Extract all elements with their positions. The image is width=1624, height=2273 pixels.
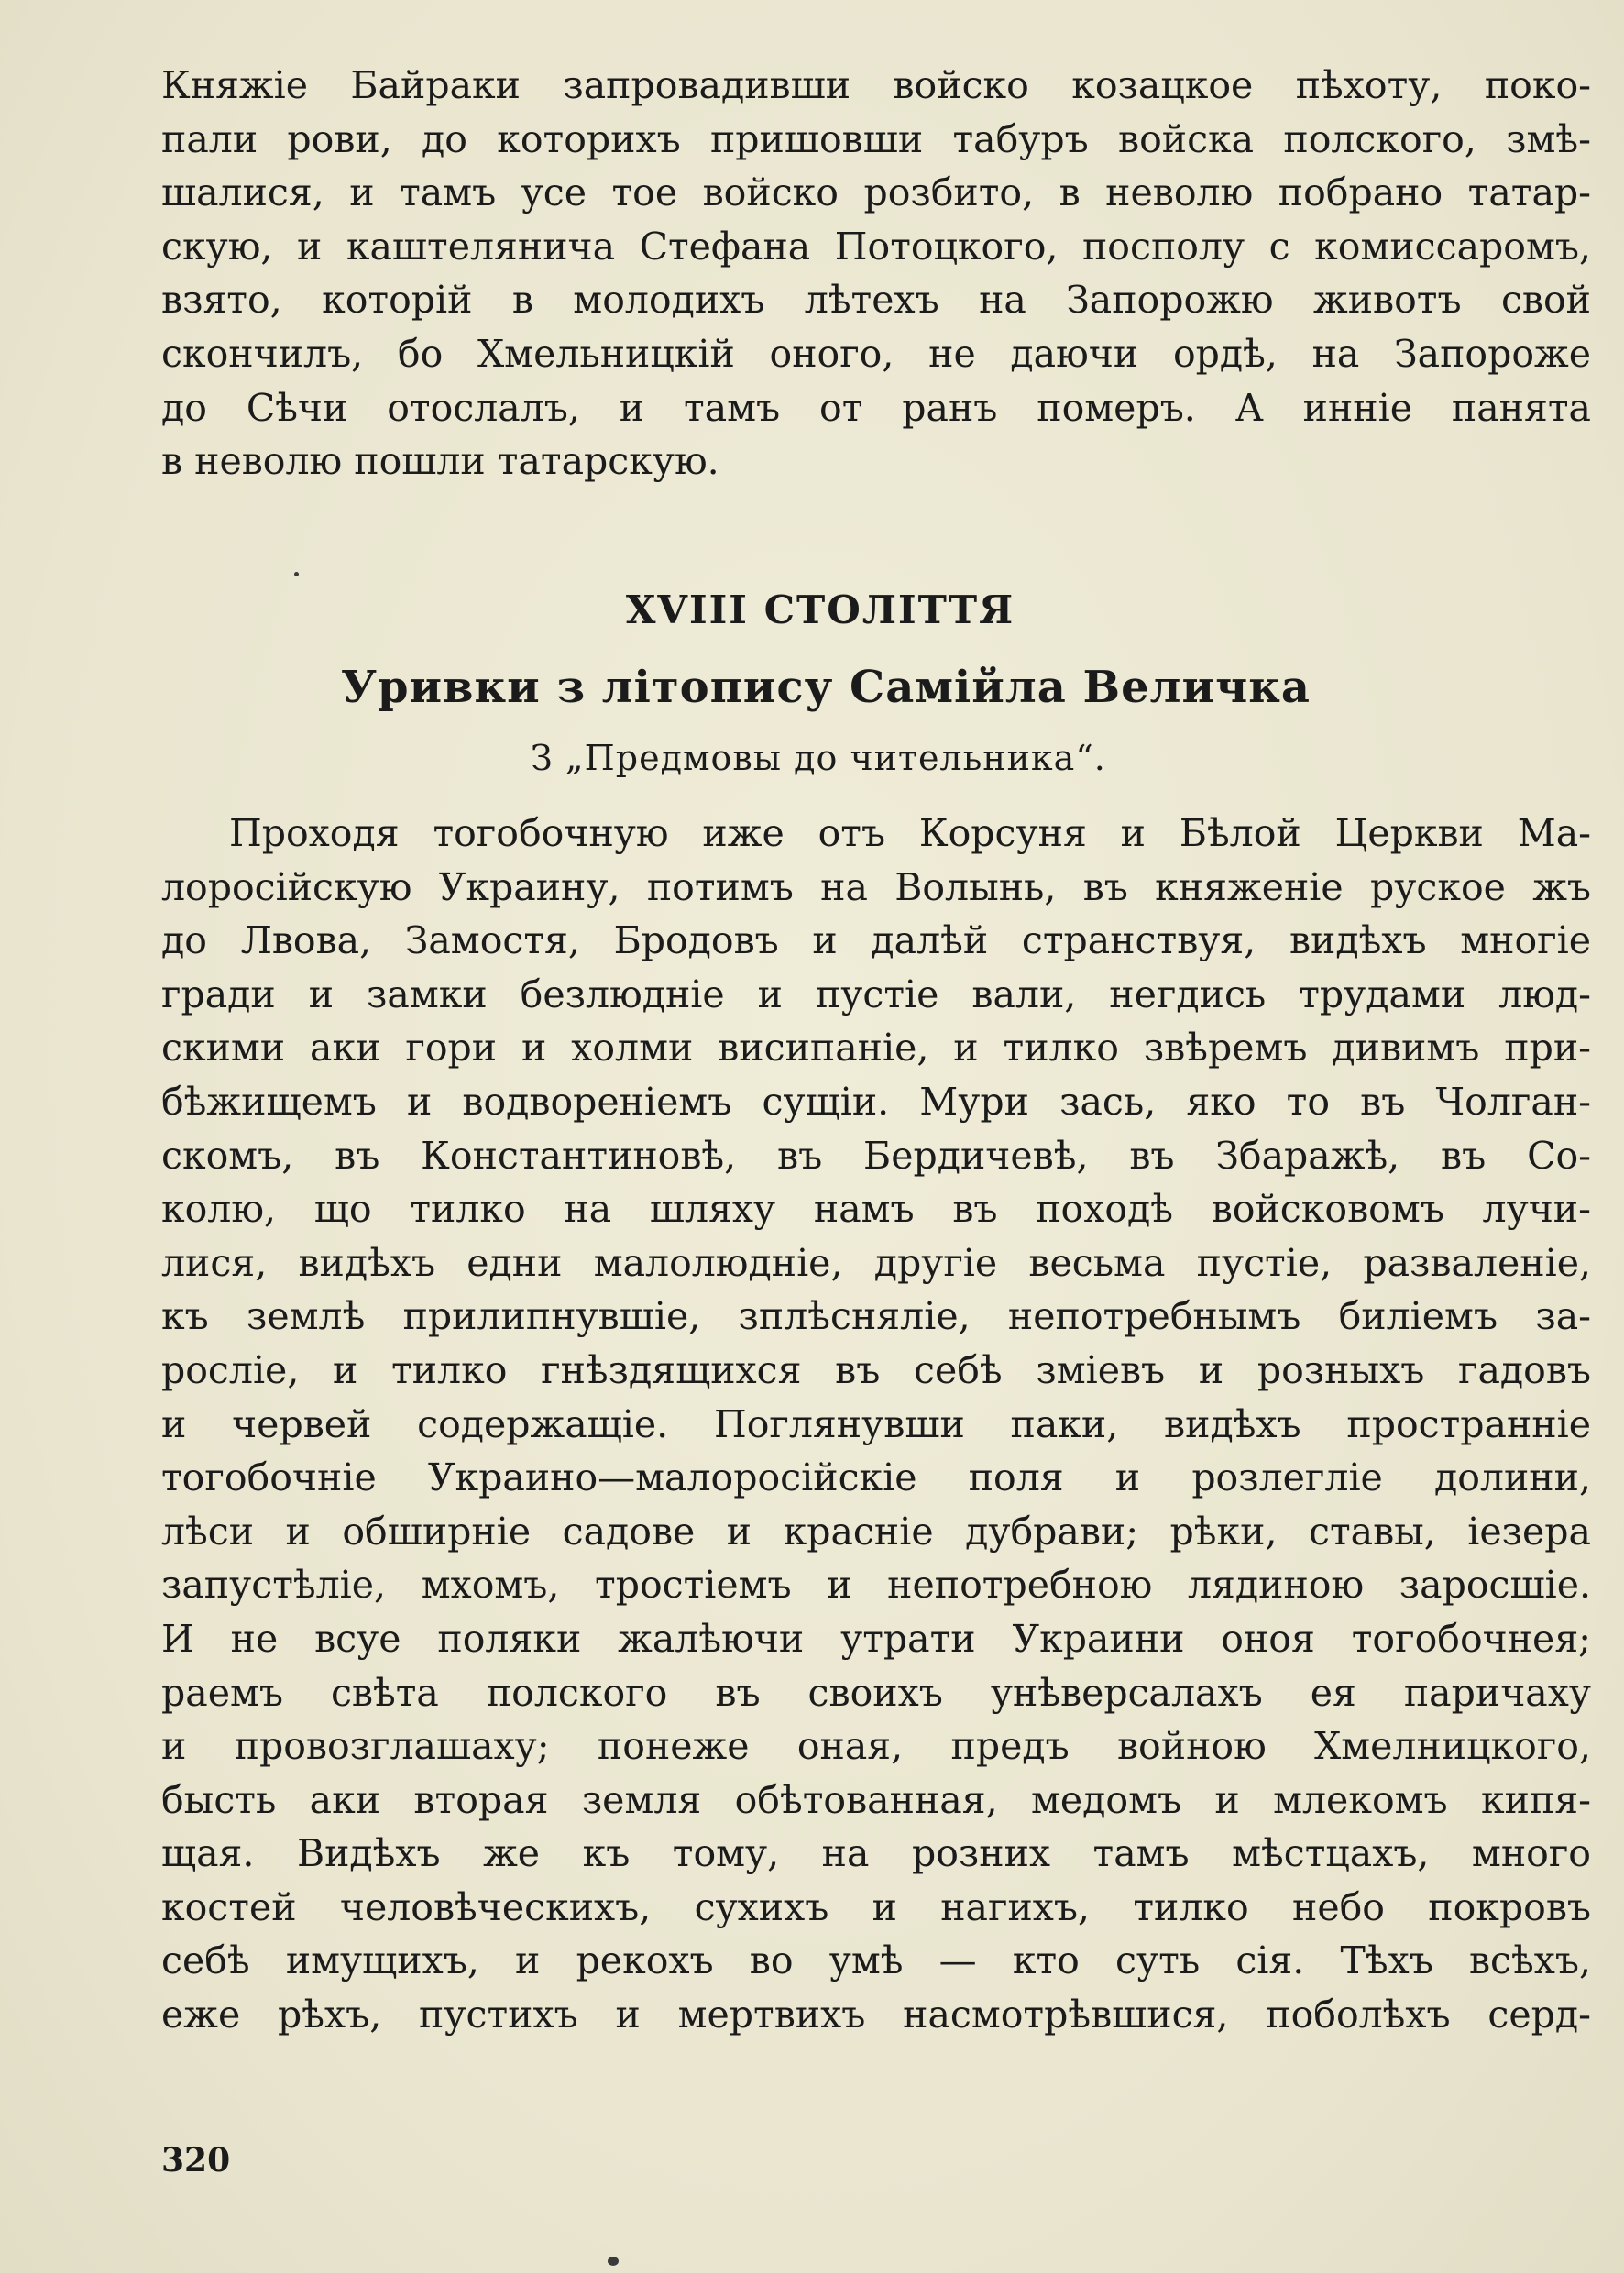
text-line: и червей содержащіе. Поглянувши паки, видѣхъ пространніе: [161, 1401, 1591, 1446]
excerpt-title: Уривки з літопису Самійла Величка: [341, 662, 1311, 713]
text-line: себѣ имущихъ, и рекохъ во умѣ — кто суть сія. Тѣхъ всѣхъ,: [161, 1938, 1591, 1983]
text-line: взято, которій в молодихъ лѣтехъ на Запорожю животъ свой: [161, 278, 1591, 323]
text-line: колю, що тилко на шляху намъ въ походѣ войсковомъ лучи-: [161, 1187, 1591, 1232]
text-line: в неволю пошли татарскую.: [161, 439, 719, 484]
top-paragraph: [161, 59, 1591, 489]
text-line: еже рѣхъ, пустихъ и мертвихъ насмотрѣвшися, поболѣхъ серд-: [161, 1993, 1591, 2037]
text-line: гради и замки безлюдніе и пустіе вали, негдись трудами люд-: [161, 972, 1591, 1016]
text-line: костей человѣческихъ, сухихъ и нагихъ, тилко небо покровъ: [161, 1884, 1591, 1929]
text-line: и провозглашаху; понеже оная, предъ войною Хмелницкого,: [161, 1724, 1591, 1769]
excerpt-subtitle: З „Предмовы до чительника“.: [531, 738, 1106, 778]
text-line: Княжіе Байраки запровадивши войско козацкое пѣхоту, поко-: [161, 63, 1591, 107]
page-number: 320: [161, 2141, 231, 2180]
text-line: И не всуе поляки жалѣючи утрати Украини оноя тогобочнея;: [161, 1616, 1591, 1661]
century-heading: XVIII СТОЛІТТЯ: [625, 587, 1015, 632]
text-line: скую, и каштелянича Стефана Потоцкого, посполу с комиссаромъ,: [161, 224, 1591, 269]
ink-speck: [608, 2257, 619, 2266]
text-line: тогобочніе Украино—малоросійскіе поля и розлегліе долини,: [161, 1455, 1591, 1500]
text-line: до Лвова, Замостя, Бродовъ и далѣй странствуя, видѣхъ многіе: [161, 918, 1591, 963]
text-line: лѣси и обширніе садове и красніе дубрави; рѣки, ставы, іезера: [161, 1509, 1591, 1554]
text-line: лися, видѣхъ едни малолюдніе, другіе весьма пустіе, разваленіе,: [161, 1240, 1591, 1285]
text-line: пали рови, до которихъ пришовши табуръ войска полского, змѣ-: [161, 116, 1591, 161]
text-line: скими аки гори и холми висипаніе, и тилко звѣремъ дивимъ при-: [161, 1026, 1591, 1071]
text-line: раемъ свѣта полского въ своихъ унѣверсалахъ ея паричаху: [161, 1670, 1591, 1715]
text-line: скомъ, въ Константиновѣ, въ Бердичевѣ, въ Збаражѣ, въ Со-: [161, 1133, 1591, 1178]
text-line: шалися, и тамъ усе тое войско розбито, в неволю побрано татар-: [161, 170, 1591, 215]
text-line: скончилъ, бо Хмельницкій оного, не даючи ордѣ, на Запороже: [161, 331, 1591, 376]
text-line: щая. Видѣхъ же къ тому, на розних тамъ мѣстцахъ, много: [161, 1831, 1591, 1876]
text-line: бѣжищемъ и водвореніемъ сущіи. Мури зась, яко то въ Чолган-: [161, 1079, 1591, 1124]
main-paragraph: [161, 807, 1591, 2042]
text-line: бысть аки вторая земля обѣтованная, медомъ и млекомъ кипя-: [161, 1777, 1591, 1822]
text-line: Проходя тогобочную иже отъ Корсуня и Бѣлой Церкви Ма-: [229, 811, 1591, 855]
text-line: лоросійскую Украину, потимъ на Волынь, въ княженіе руское жъ: [161, 864, 1591, 909]
text-line: до Сѣчи отослалъ, и тамъ от ранъ померъ. А инніе панята: [161, 385, 1591, 430]
ink-speck: [294, 572, 299, 576]
text-line: къ землѣ прилипнувшіе, зплѣсняліе, непотребнымъ билiемъ за-: [161, 1294, 1591, 1339]
text-line: росліе, и тилко гнѣздящихся въ себѣ зміевъ и розныхъ гадовъ: [161, 1347, 1591, 1392]
text-line: запустѣліе, мхомъ, тростіемъ и непотребною лядиною заросшіе.: [161, 1563, 1591, 1608]
